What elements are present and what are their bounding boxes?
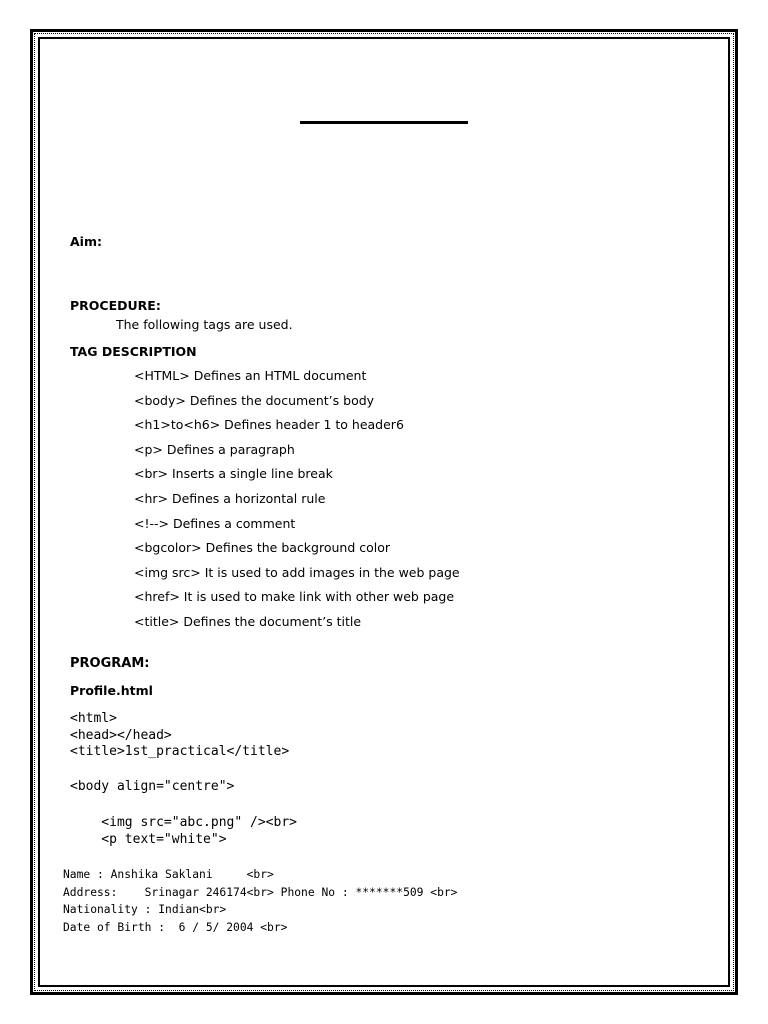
tag-item: <body> Defines the document’s body bbox=[134, 392, 375, 408]
tag-item: <h1>to<h6> Defines header 1 to header6 bbox=[134, 417, 404, 433]
tag-item: <p> Defines a paragraph bbox=[134, 441, 295, 457]
tag-item: <hr> Defines a horizontal rule bbox=[134, 490, 326, 506]
code-img-block: <img src="abc.png" /><br> <p text="white"> bbox=[101, 815, 297, 847]
procedure-intro: The following tags are used. bbox=[116, 317, 293, 332]
tag-item: <HTML> Defines an HTML document bbox=[134, 368, 367, 383]
aim-label: Aim: bbox=[70, 234, 102, 249]
program-filename: Profile.html bbox=[70, 683, 153, 698]
title-underline bbox=[300, 121, 468, 124]
tag-item: <img src> It is used to add images in the web page bbox=[134, 564, 460, 580]
tag-item: <href> It is used to make link with other web page bbox=[134, 589, 455, 605]
code-details-block: Name : Anshika Saklani <br> Address: Srinagar 246174<br> Phone No : *******509 <br> Nationality : Indian<br> Date of Birth : 6 / 5/ 2004 <br> bbox=[63, 868, 458, 934]
tag-item: <!--> Defines a comment bbox=[134, 515, 296, 531]
tag-item: <title> Defines the document’s title bbox=[134, 613, 362, 629]
tag-item: <bgcolor> Defines the background color bbox=[134, 540, 391, 556]
program-heading: PROGRAM: bbox=[70, 656, 150, 671]
tag-description-list bbox=[134, 368, 460, 639]
tag-description-heading: TAG DESCRIPTION bbox=[70, 344, 197, 359]
code-body-line: <body align="centre"> bbox=[70, 779, 235, 794]
procedure-heading: PROCEDURE: bbox=[70, 298, 161, 313]
code-head-block: <html> <head></head> <title>1st_practical</title> bbox=[70, 711, 290, 759]
tag-item: <br> Inserts a single line break bbox=[134, 466, 333, 482]
